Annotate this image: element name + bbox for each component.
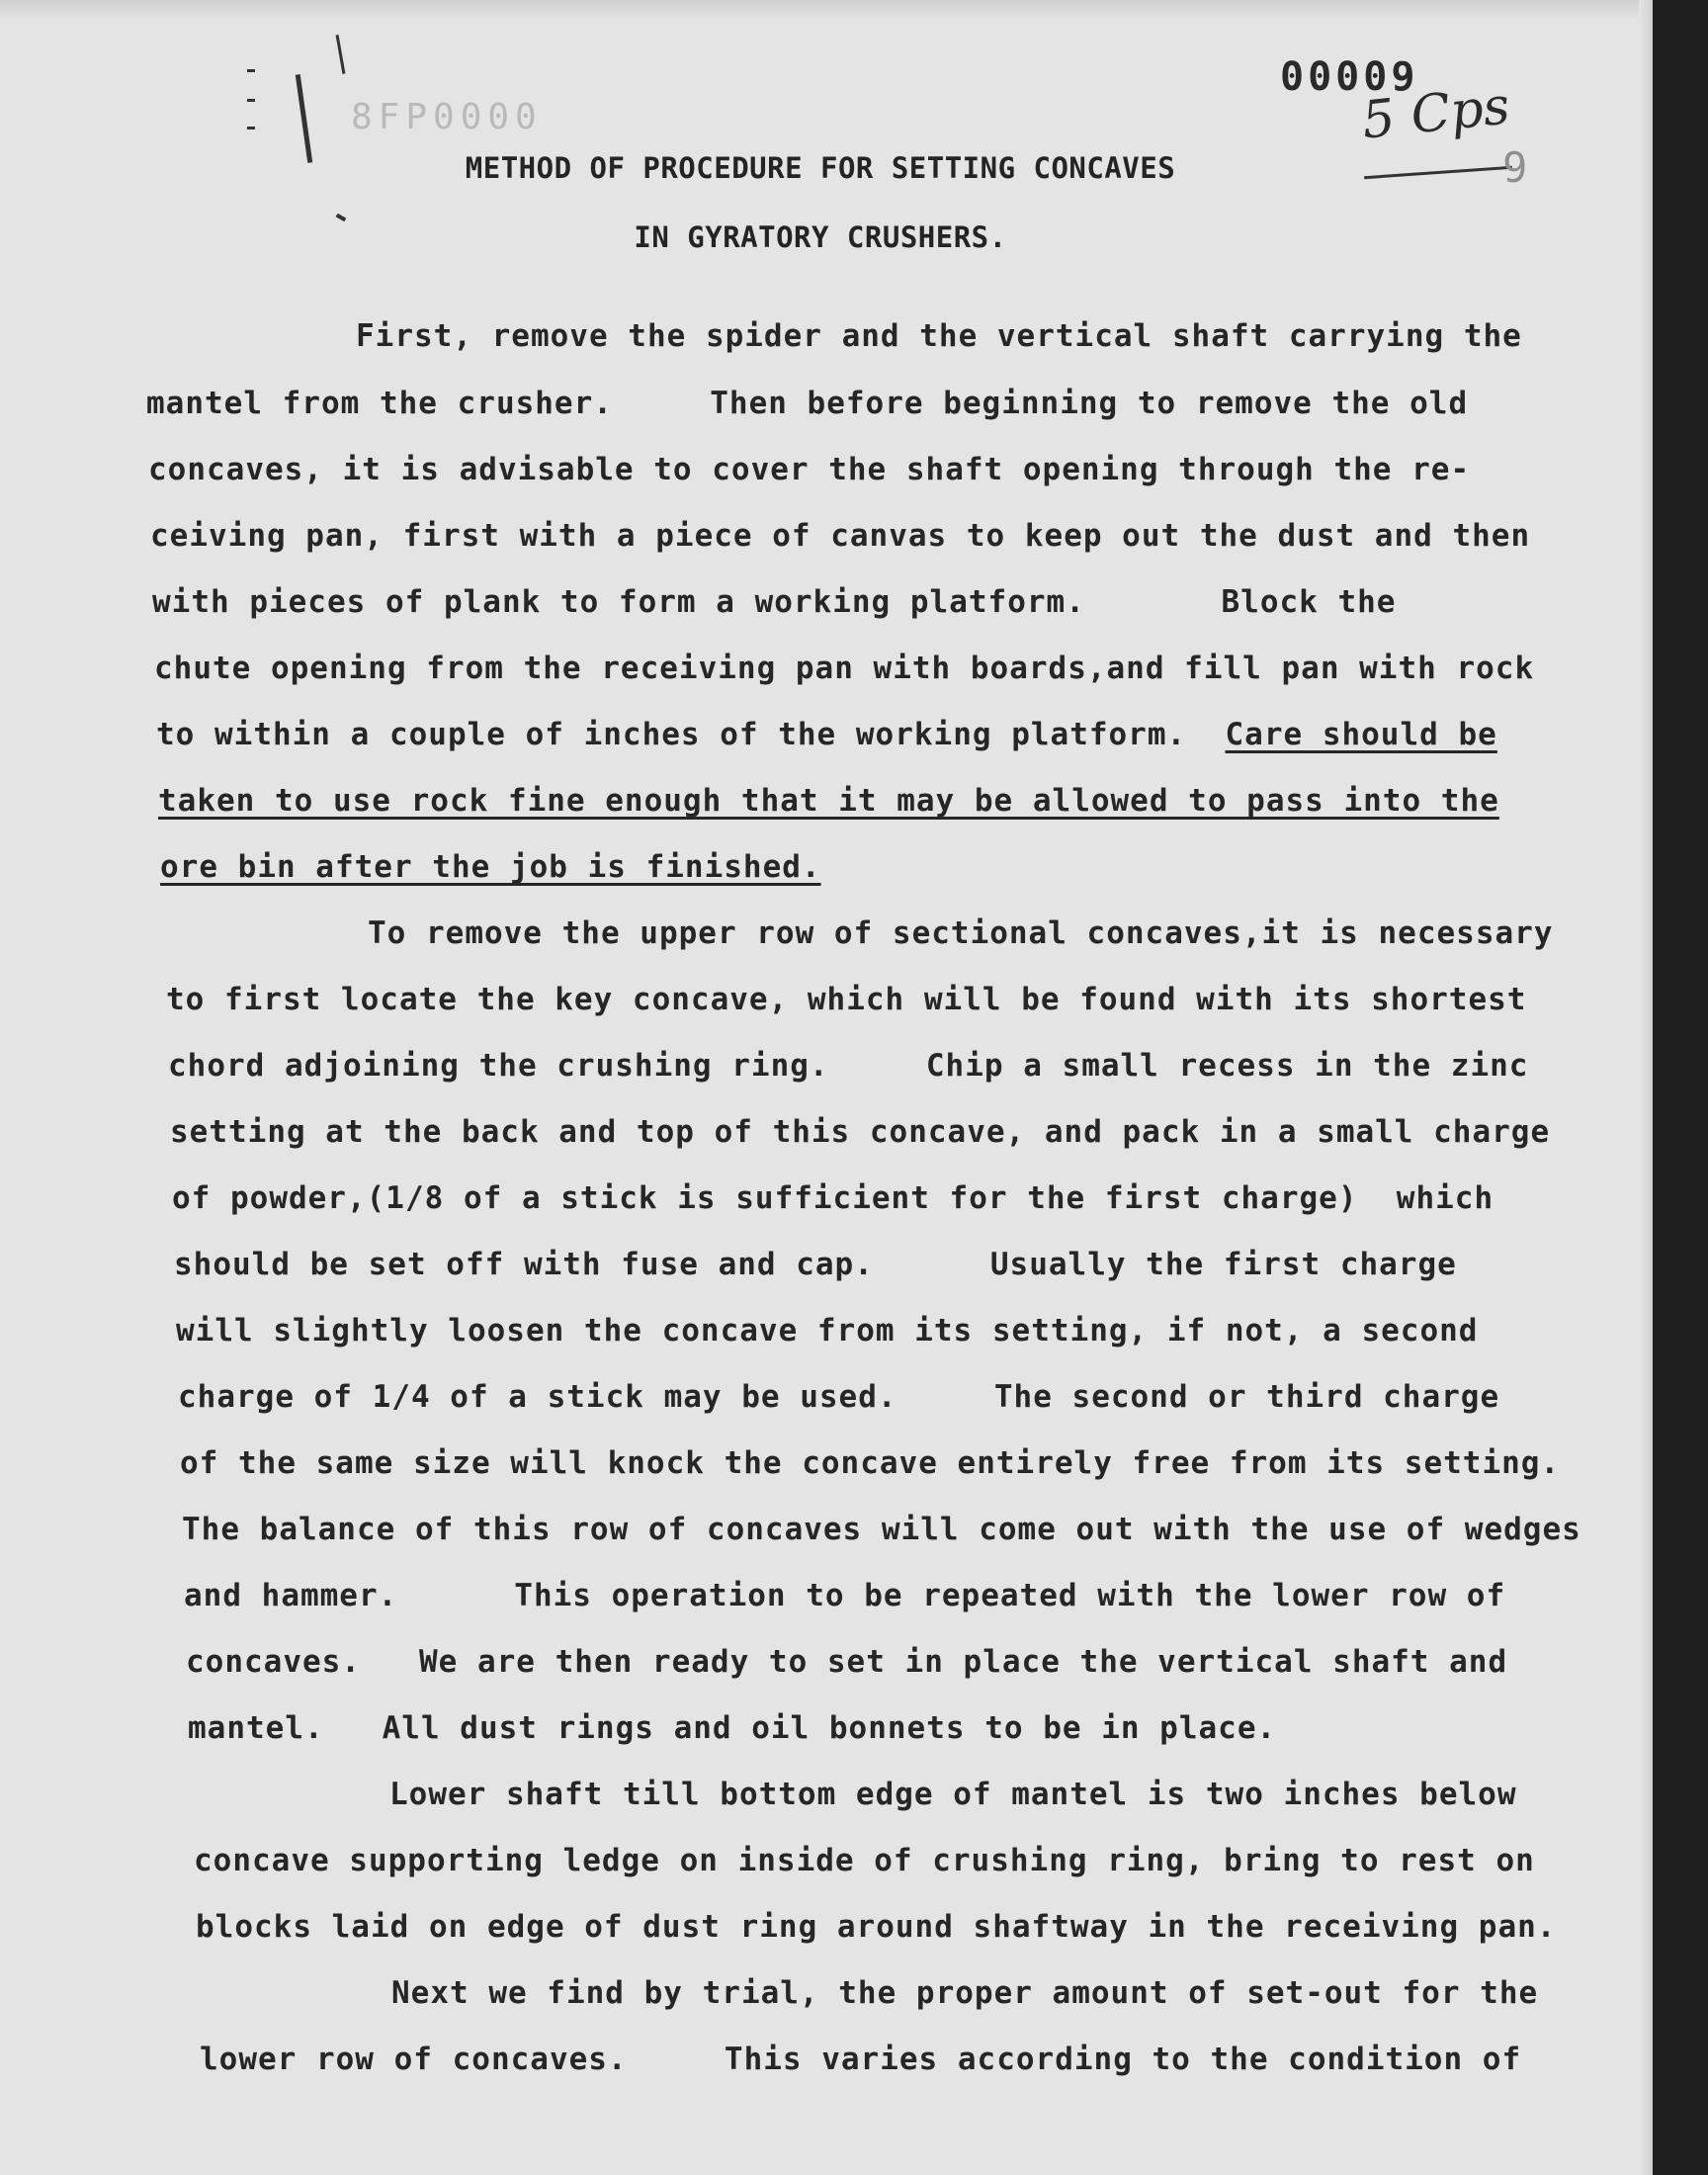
paper-top-edge xyxy=(0,0,1661,20)
document-title-line-1: METHOD OF PROCEDURE FOR SETTING CONCAVES xyxy=(465,151,1176,185)
text-line: The balance of this row of concaves will come out with the use of wedges xyxy=(182,1512,1581,1547)
scan-mark xyxy=(296,74,312,163)
underlined-text-line: ore bin after the job is finished. xyxy=(160,849,821,885)
text-line: ceiving pan, first with a piece of canvas to keep out the dust and then xyxy=(150,518,1531,554)
text-line: setting at the back and top of this concave, and pack in a small charge xyxy=(170,1114,1551,1150)
text-line: To remove the upper row of sectional concaves,it is necessary xyxy=(368,915,1554,951)
text-line: concaves, it is advisable to cover the shaft opening through the re- xyxy=(148,452,1471,487)
page-number: 9 xyxy=(1502,143,1528,192)
text-line: concave supporting ledge on inside of crushing ring, bring to rest on xyxy=(194,1843,1535,1878)
text-line: will slightly loosen the concave from its setting, if not, a second xyxy=(176,1313,1479,1348)
scan-mark xyxy=(247,127,255,130)
document-stamp-number: 00009 xyxy=(1280,54,1419,100)
faded-stamp: 8FP0000 xyxy=(351,97,543,137)
text-line: of powder,(1/8 of a stick is sufficient for the first charge) which xyxy=(172,1180,1494,1216)
underlined-text-line: taken to use rock fine enough that it may be allowed to pass into the xyxy=(158,783,1499,819)
text-line: chute opening from the receiving pan with boards,and fill pan with rock xyxy=(154,651,1535,686)
text-line: charge of 1/4 of a stick may be used. The second or third charge xyxy=(178,1379,1500,1415)
scan-mark xyxy=(336,35,346,74)
scan-background-edge xyxy=(1653,0,1708,2175)
text-line: mantel from the crusher. Then before beginning to remove the old xyxy=(146,386,1469,421)
text-line: of the same size will knock the concave entirely free from its setting. xyxy=(180,1445,1561,1481)
text-line: lower row of concaves. This varies according to the condition of xyxy=(200,2042,1522,2077)
text-line: and hammer. This operation to be repeated with the lower row of xyxy=(184,1578,1506,1613)
text-line: Lower shaft till bottom edge of mantel is two inches below xyxy=(389,1777,1517,1812)
text-line xyxy=(156,717,1497,752)
text-line: mantel. All dust rings and oil bonnets to be in place. xyxy=(188,1710,1277,1746)
paper-right-edge xyxy=(1639,0,1653,2175)
text-line: should be set off with fuse and cap. Usually the first charge xyxy=(174,1247,1457,1282)
text-line: Next we find by trial, the proper amount of set-out for the xyxy=(391,1975,1539,2011)
scan-mark xyxy=(247,99,255,102)
text-line: First, remove the spider and the vertical shaft carrying the xyxy=(356,318,1522,354)
text-line: to first locate the key concave, which will be found with its shortest xyxy=(166,982,1527,1017)
document-title-line-2: IN GYRATORY CRUSHERS. xyxy=(634,220,1007,254)
text-segment: to within a couple of inches of the working platform. xyxy=(156,717,1187,752)
text-line: chord adjoining the crushing ring. Chip a small recess in the zinc xyxy=(168,1048,1529,1084)
handwritten-note: 5 Cps xyxy=(1359,76,1513,151)
underlined-text: Care should be xyxy=(1225,717,1497,752)
text-line: blocks laid on edge of dust ring around shaftway in the receiving pan. xyxy=(196,1909,1557,1945)
text-line: concaves. We are then ready to set in place the vertical shaft and xyxy=(186,1644,1508,1680)
text-line: with pieces of plank to form a working platform. Block the xyxy=(152,584,1397,620)
scan-mark xyxy=(247,69,255,72)
